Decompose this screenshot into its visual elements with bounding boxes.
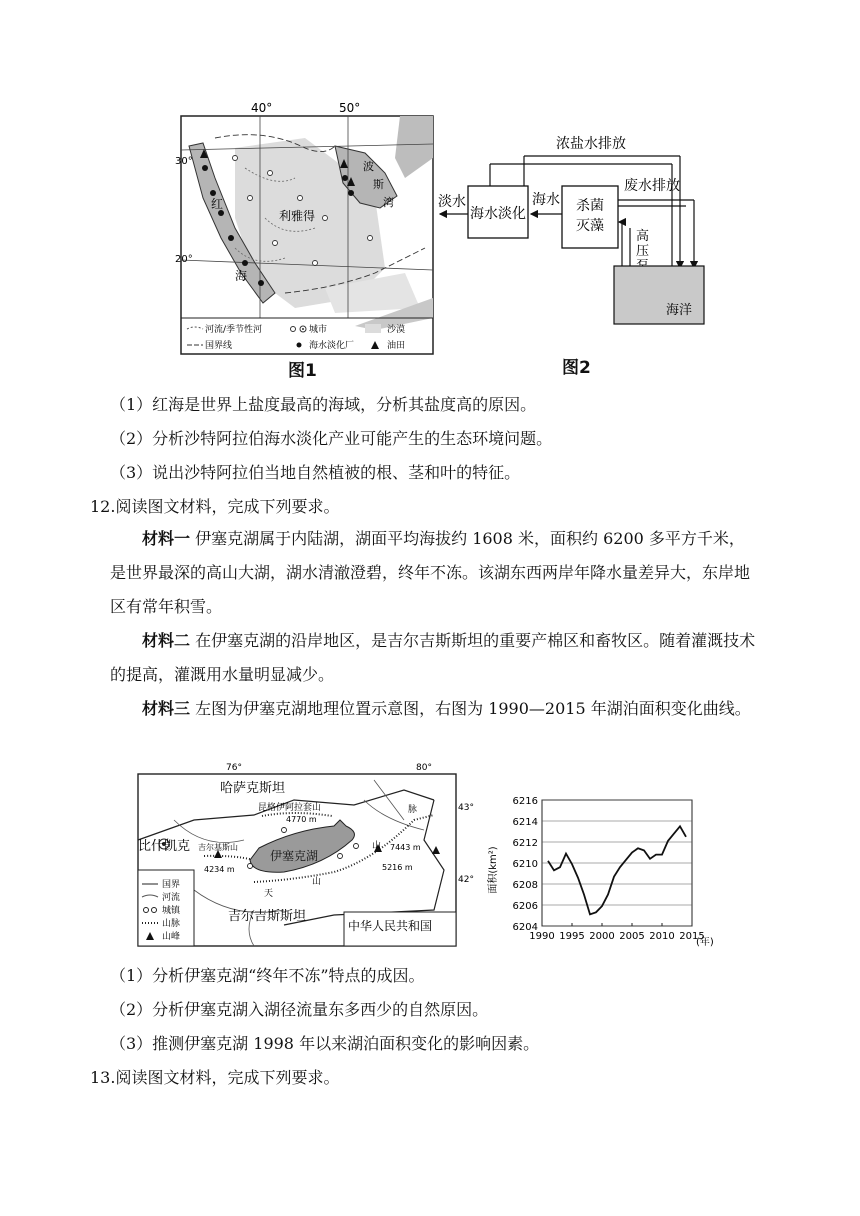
x-tick-label: 1995 <box>559 931 585 942</box>
legend-plant: 海水淡化厂 <box>309 341 355 351</box>
lat-20-label: 20° <box>175 254 193 265</box>
pump-char-1: 高 <box>636 229 650 244</box>
q13-title: 13.阅读图文材料，完成下列要求。 <box>90 1068 340 1087</box>
figure-1-caption: 图1 <box>288 361 317 381</box>
lat-43-label: 43° <box>458 803 474 813</box>
area-series-line <box>548 826 686 914</box>
lon-76-label: 76° <box>226 763 242 773</box>
pump-char-2: 压 <box>636 244 650 259</box>
legend-peak: 山峰 <box>162 932 181 942</box>
gulf-label-3: 湾 <box>383 196 394 209</box>
elev-5216: 5216 m <box>382 863 413 872</box>
red-sea-label-1: 红 <box>211 197 224 211</box>
y-tick-label: 6216 <box>512 796 538 807</box>
elev-4770: 4770 m <box>286 815 317 824</box>
legend-desert: 沙漠 <box>387 325 406 335</box>
legend-border: 国界线 <box>205 341 233 351</box>
material-3-label: 材料三 <box>142 699 191 718</box>
kyrgyz-range-label: 吉尔基斯山 <box>198 843 238 852</box>
x-tick-label: 2000 <box>589 931 615 942</box>
material-1-label: 材料一 <box>142 529 191 548</box>
gulf-label-2: 斯 <box>373 178 384 191</box>
y-axis-label: 面积(km²) <box>488 846 499 894</box>
figure-2-diagram <box>436 128 711 340</box>
lake-label: 伊塞克湖 <box>270 849 319 863</box>
material-3 <box>110 692 760 726</box>
material-2 <box>110 624 760 692</box>
sterilize-label-2: 灭藻 <box>576 218 604 234</box>
x-tick-label: 2015 <box>679 931 705 942</box>
sterilize-label-1: 杀菌 <box>576 198 604 214</box>
figure-2-caption: 图2 <box>562 358 591 378</box>
y-tick-label: 6212 <box>512 838 538 849</box>
lon-50-label: 50° <box>339 101 361 115</box>
legend-city: 城市 <box>309 325 328 335</box>
shan2-label: 山 <box>312 877 322 887</box>
q11-part-2: （2）分析沙特阿拉伯海水淡化产业可能产生的生态环境问题。 <box>110 429 553 448</box>
china-label: 中华人民共和国 <box>348 919 433 933</box>
lat-42-label: 42° <box>458 875 474 885</box>
y-tick-label: 6210 <box>512 859 538 870</box>
legend-river: 河流/季节性河 <box>205 325 263 335</box>
riyadh-label: 利雅得 <box>279 209 316 223</box>
issyk-kul-map <box>134 760 474 950</box>
legend-oil: 油田 <box>387 341 406 351</box>
y-tick-label: 6206 <box>512 901 538 912</box>
legend-town: 城镇 <box>162 906 181 916</box>
kazakhstan-label: 哈萨克斯坦 <box>220 781 286 796</box>
brine-discharge-label: 浓盐水排放 <box>556 136 626 152</box>
bishkek-label: 比什凯克 <box>138 839 191 854</box>
q11-part-3: （3）说出沙特阿拉伯当地自然植被的根、茎和叶的特征。 <box>110 463 521 482</box>
lake-area-chart <box>480 790 742 950</box>
mai-label: 脉 <box>408 805 418 815</box>
x-tick-label: 2010 <box>649 931 675 942</box>
kyrgyzstan-label: 吉尔吉斯斯坦 <box>228 909 307 924</box>
material-2-label: 材料二 <box>142 631 191 650</box>
ocean-label: 海洋 <box>666 303 693 318</box>
y-tick-label: 6214 <box>512 817 538 828</box>
legend-border: 国界 <box>162 880 181 890</box>
q11-part-1: （1）红海是世界上盐度最高的海域，分析其盐度高的原因。 <box>110 395 537 414</box>
elev-4234: 4234 m <box>204 865 235 874</box>
y-tick-label: 6208 <box>512 880 538 891</box>
red-sea-label-2: 海 <box>235 269 248 283</box>
x-tick-label: 1990 <box>529 931 555 942</box>
seawater-label: 海水 <box>532 192 560 208</box>
material-3-text: 左图为伊塞克湖地理位置示意图，右图为 1990—2015 年湖泊面积变化曲线。 <box>195 699 751 718</box>
kungey-label: 昆格伊阿拉套山 <box>258 803 322 813</box>
figure-1-map <box>175 98 445 358</box>
q12-part-3: （3）推测伊塞克湖 1998 年以来湖泊面积变化的影响因素。 <box>110 1034 540 1053</box>
gulf-label-1: 波 <box>363 160 374 173</box>
fresh-water-label: 淡水 <box>438 194 466 210</box>
q12-part-1: （1）分析伊塞克湖“终年不冻”特点的成因。 <box>110 966 425 985</box>
lon-40-label: 40° <box>251 101 273 115</box>
material-1 <box>110 522 760 624</box>
x-axis-label: (年) <box>696 937 714 948</box>
waste-discharge-label: 废水排放 <box>624 178 680 194</box>
lat-30-label: 30° <box>175 156 193 167</box>
material-1-text: 伊塞克湖属于内陆湖，湖面平均海拔约 1608 米，面积约 6200 多平方千米，是世界最深的高山大湖，湖水清澈澄碧，终年不冻。该湖东西两岸年降水量差异大，东岸地区有常年积雪。 <box>110 529 751 616</box>
x-tick-label: 2005 <box>619 931 645 942</box>
material-2-text: 在伊塞克湖的沿岸地区，是吉尔吉斯斯坦的重要产棉区和畜牧区。随着灌溉技术的提高，灌溉用水量明显减少。 <box>110 631 756 684</box>
elev-7443: 7443 m <box>390 843 421 852</box>
lon-80-label: 80° <box>416 763 432 773</box>
legend-range: 山脉 <box>162 919 181 929</box>
q12-part-2: （2）分析伊塞克湖入湖径流量东多西少的自然原因。 <box>110 1000 489 1019</box>
q12-title: 12.阅读图文材料，完成下列要求。 <box>90 497 340 516</box>
legend-river: 河流 <box>162 893 181 903</box>
tian-label: 天 <box>264 889 274 899</box>
y-tick-label: 6204 <box>512 922 538 933</box>
shan1-label: 山 <box>372 841 382 851</box>
desalination-box-label: 海水淡化 <box>470 206 526 222</box>
